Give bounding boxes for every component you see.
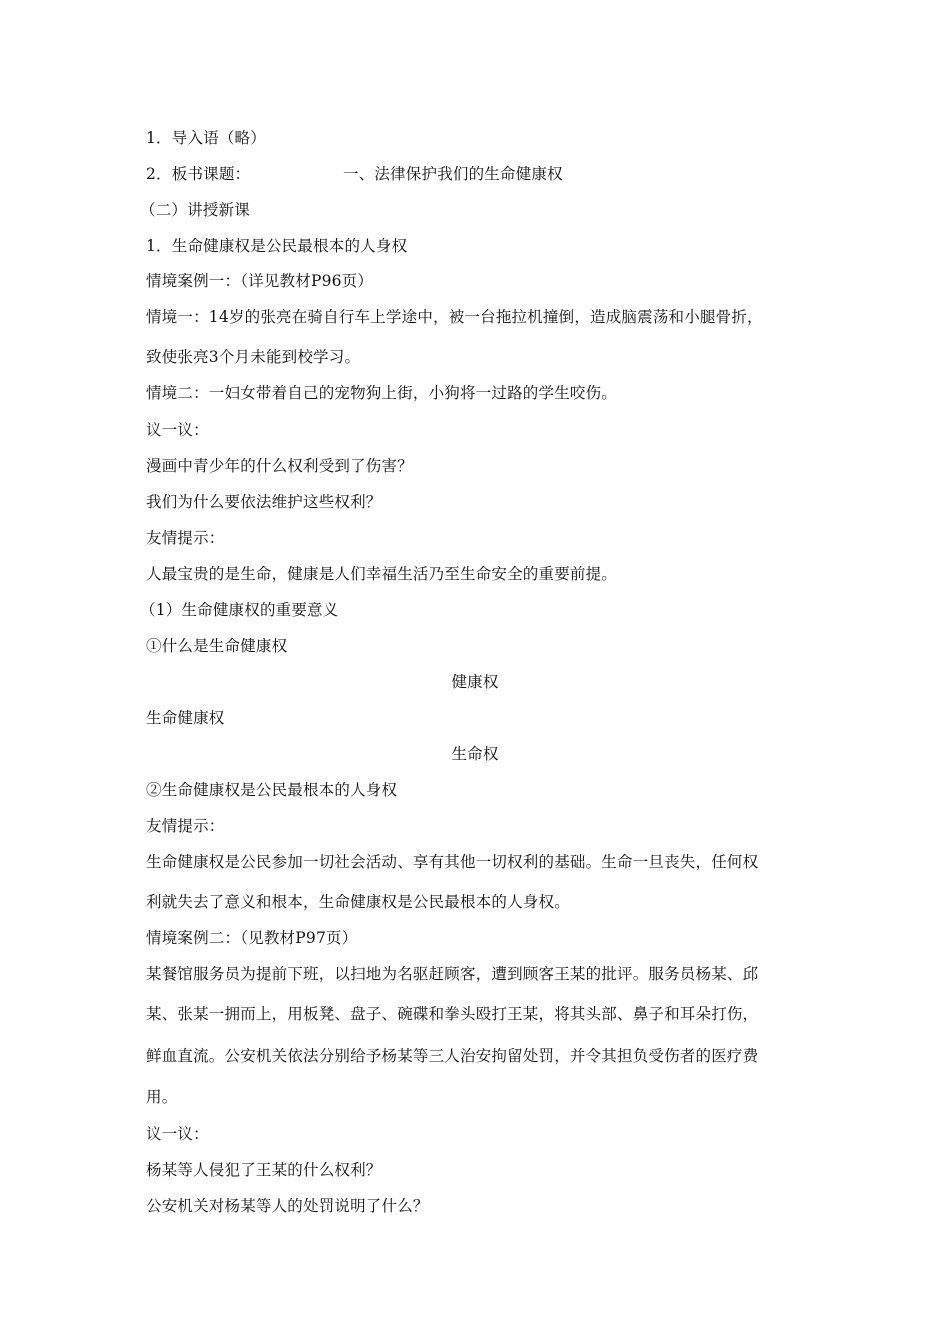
case-2-line3: 鲜血直流。公安机关依法分别给予杨某等三人治安拘留处罚，并令其担负受伤者的医疗费 [146, 1047, 759, 1065]
diagram-life-right: 生命权 [451, 745, 499, 763]
hint-text-1: 人最宝贵的是生命，健康是人们幸福生活乃至生命安全的重要前提。 [146, 565, 618, 583]
case-2-line2: 某、张某一拥而上，用板凳、盘子、碗碟和拳头殴打王某，将其头部、鼻子和耳朵打伤， [146, 1005, 759, 1023]
hint-label-2: 友情提示： [146, 817, 225, 835]
case-2-label: 情境案例二：（见教材P97页） [146, 929, 358, 947]
point-what-is: ①什么是生命健康权 [146, 637, 288, 655]
hint-label-1: 友情提示： [146, 529, 225, 547]
discuss-label-1: 议一议： [146, 421, 209, 439]
discuss-label-2: 议一议： [146, 1125, 209, 1143]
scenario-1-line2: 致使张亮3个月未能到校学习。 [146, 348, 361, 366]
point-most-basic: ②生命健康权是公民最根本的人身权 [146, 781, 398, 799]
question-4: 公安机关对杨某等人的处罚说明了什么？ [146, 1197, 429, 1215]
question-1: 漫画中青少年的什么权利受到了伤害？ [146, 457, 413, 475]
case-2-line4: 用。 [146, 1088, 178, 1106]
item-intro: 1．导入语（略） [146, 129, 266, 147]
point-1-heading: 1．生命健康权是公民最根本的人身权 [146, 237, 408, 255]
section-heading: （二）讲授新课 [140, 201, 250, 219]
question-2: 我们为什么要依法维护这些权利？ [146, 493, 382, 511]
scenario-2: 情境二：一妇女带着自己的宠物狗上街，小狗将一过路的学生咬伤。 [146, 384, 618, 402]
diagram-life-health-right: 生命健康权 [146, 709, 225, 727]
question-3: 杨某等人侵犯了王某的什么权利？ [146, 1161, 382, 1179]
subheading-significance: （1）生命健康权的重要意义 [140, 601, 339, 619]
case-1-label: 情境案例一：（详见教材P96页） [146, 272, 374, 290]
hint-text-2-line2: 利就失去了意义和根本，生命健康权是公民最根本的人身权。 [146, 893, 570, 911]
case-2-line1: 某餐馆服务员为提前下班，以扫地为名驱赶顾客，遭到顾客王某的批评。服务员杨某、邱 [146, 965, 759, 983]
scenario-1-line1: 情境一：14岁的张亮在骑自行车上学途中，被一台拖拉机撞倒，造成脑震荡和小腿骨折， [146, 308, 763, 326]
item-board-title-label: 2．板书课题： [146, 165, 251, 183]
board-title-text: 一、法律保护我们的生命健康权 [343, 165, 563, 183]
diagram-health-right: 健康权 [451, 673, 499, 691]
hint-text-2-line1: 生命健康权是公民参加一切社会活动、享有其他一切权利的基础。生命一旦丧失，任何权 [146, 853, 759, 871]
